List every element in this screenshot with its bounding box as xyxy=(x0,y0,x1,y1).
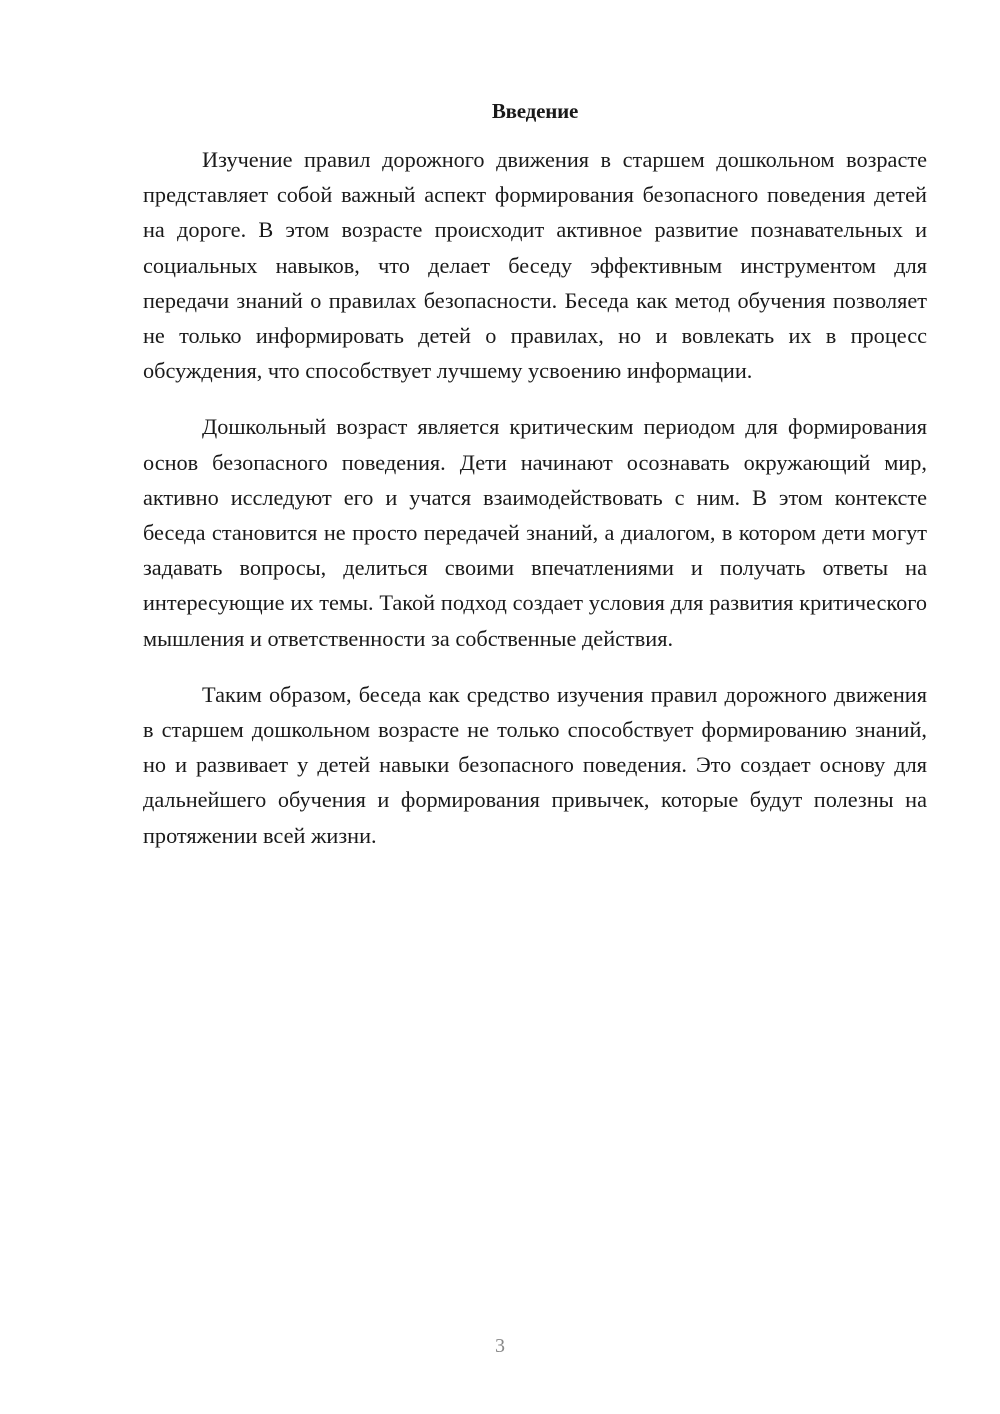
section-heading: Введение xyxy=(491,99,579,123)
paragraph-1: Изучение правил дорожного движения в старшем дошкольном возрасте представляет собой важный аспект формирования безопасного поведения детей на дороге. В этом возрасте происходит активное развитие познавательных и социальных навыков, что делает беседу эффективным инструментом для передачи знаний о правилах безопасности. Беседа как метод обучения позволяет не только информировать детей о правилах, но и вовлекать их в процесс обсуждения, что способствует лучшему усвоению информации. xyxy=(143,147,927,384)
page-number: 3 xyxy=(495,1335,505,1357)
paragraph-3: Таким образом, беседа как средство изучения правил дорожного движения в старшем дошкольном возрасте не только способствует формированию знаний, но и развивает у детей навыки безопасного поведения. Это создает основу для дальнейшего обучения и формирования привычек, которые будут полезны на протяжении всей жизни. xyxy=(143,681,927,848)
paragraph-2: Дошкольный возраст является критическим периодом для формирования основ безопасного поведения. Дети начинают осознавать окружающий мир, активно исследуют его и учатся взаимодействовать с ним. В этом контексте беседа становится не просто передачей знаний, а диалогом, в котором дети могут задавать вопросы, делиться своими впечатлениями и получать ответы на интересующие их темы. Такой подход создает условия для развития критического мышления и ответственности за собственные действия. xyxy=(143,414,927,651)
page-content xyxy=(143,98,927,874)
